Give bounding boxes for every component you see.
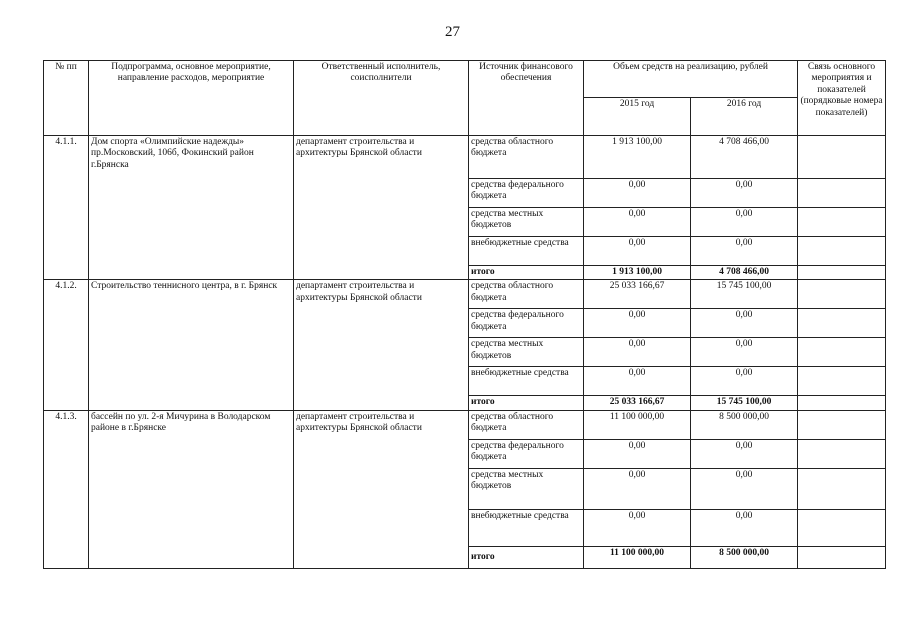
- row-value-2015: 1 913 100,00: [584, 136, 691, 179]
- row-total-2015: 25 033 166,67: [584, 396, 691, 410]
- row-value-2016: 0,00: [691, 509, 798, 546]
- row-link: [798, 468, 886, 509]
- row-source: средства федерального бюджета: [469, 439, 584, 468]
- row-value-2016: 0,00: [691, 309, 798, 338]
- row-executor: департамент строительства и архитектуры Брянской области: [294, 410, 469, 568]
- row-value-2015: 0,00: [584, 367, 691, 396]
- row-link: [798, 546, 886, 568]
- row-value-2015: 11 100 000,00: [584, 410, 691, 439]
- row-source: средства местных бюджетов: [469, 338, 584, 367]
- row-value-2016: 0,00: [691, 338, 798, 367]
- row-value-2015: 25 033 166,67: [584, 280, 691, 309]
- row-total-2015: 1 913 100,00: [584, 266, 691, 280]
- row-value-2016: 4 708 466,00: [691, 136, 798, 179]
- row-link: [798, 410, 886, 439]
- row-value-2016: 0,00: [691, 367, 798, 396]
- header-year-2016: 2016 год: [691, 98, 798, 136]
- row-value-2016: 15 745 100,00: [691, 280, 798, 309]
- row-value-2015: 0,00: [584, 338, 691, 367]
- header-link: Связь основного мероприятия и показателей (порядковые номера показателей): [798, 61, 886, 136]
- row-link: [798, 396, 886, 410]
- row-value-2016: 0,00: [691, 179, 798, 208]
- row-code: 4.1.1.: [44, 136, 89, 280]
- row-code: 4.1.2.: [44, 280, 89, 410]
- table-row: [44, 136, 886, 179]
- row-value-2016: 0,00: [691, 237, 798, 266]
- row-source: средства местных бюджетов: [469, 208, 584, 237]
- row-link: [798, 439, 886, 468]
- row-source: внебюджетные средства: [469, 367, 584, 396]
- header-volume: Объем средств на реализацию, рублей: [584, 61, 798, 98]
- row-source: средства федерального бюджета: [469, 309, 584, 338]
- row-link: [798, 367, 886, 396]
- row-total-2016: 8 500 000,00: [691, 546, 798, 568]
- row-total-2016: 15 745 100,00: [691, 396, 798, 410]
- row-link: [798, 266, 886, 280]
- row-total-label: итого: [469, 546, 584, 568]
- row-value-2016: 0,00: [691, 208, 798, 237]
- header-program: Подпрограмма, основное мероприятие, направление расходов, мероприятие: [89, 61, 294, 136]
- row-value-2015: 0,00: [584, 439, 691, 468]
- row-code: 4.1.3.: [44, 410, 89, 568]
- row-source: средства областного бюджета: [469, 280, 584, 309]
- row-link: [798, 136, 886, 179]
- row-value-2015: 0,00: [584, 179, 691, 208]
- row-value-2016: 0,00: [691, 468, 798, 509]
- row-link: [798, 208, 886, 237]
- table-row: [44, 280, 886, 309]
- header-year-2015: 2015 год: [584, 98, 691, 136]
- row-link: [798, 509, 886, 546]
- row-total-2015: 11 100 000,00: [584, 546, 691, 568]
- row-value-2015: 0,00: [584, 309, 691, 338]
- row-link: [798, 237, 886, 266]
- row-program-name: Дом спорта «Олимпийские надежды» пр.Московский, 106б, Фокинский район г.Брянска: [89, 136, 294, 280]
- header-num: № пп: [44, 61, 89, 136]
- row-link: [798, 309, 886, 338]
- row-link: [798, 338, 886, 367]
- funding-table: [43, 60, 886, 569]
- row-executor: департамент строительства и архитектуры Брянской области: [294, 136, 469, 280]
- header-source: Источник финансового обеспечения: [469, 61, 584, 136]
- row-source: средства федерального бюджета: [469, 179, 584, 208]
- header-executor: Ответственный исполнитель, соисполнители: [294, 61, 469, 136]
- row-total-label: итого: [469, 396, 584, 410]
- page-number: 27: [445, 24, 460, 40]
- row-total-2016: 4 708 466,00: [691, 266, 798, 280]
- row-value-2015: 0,00: [584, 509, 691, 546]
- row-program-name: Строительство теннисного центра, в г. Брянск: [89, 280, 294, 410]
- row-total-label: итого: [469, 266, 584, 280]
- row-source: средства местных бюджетов: [469, 468, 584, 509]
- row-value-2015: 0,00: [584, 208, 691, 237]
- row-value-2016: 8 500 000,00: [691, 410, 798, 439]
- row-source: внебюджетные средства: [469, 237, 584, 266]
- row-program-name: бассейн по ул. 2-я Мичурина в Володарском районе в г.Брянске: [89, 410, 294, 568]
- row-value-2016: 0,00: [691, 439, 798, 468]
- table-row: [44, 410, 886, 439]
- row-link: [798, 280, 886, 309]
- row-value-2015: 0,00: [584, 237, 691, 266]
- row-source: средства областного бюджета: [469, 136, 584, 179]
- row-executor: департамент строительства и архитектуры Брянской области: [294, 280, 469, 410]
- row-source: внебюджетные средства: [469, 509, 584, 546]
- row-source: средства областного бюджета: [469, 410, 584, 439]
- row-link: [798, 179, 886, 208]
- row-value-2015: 0,00: [584, 468, 691, 509]
